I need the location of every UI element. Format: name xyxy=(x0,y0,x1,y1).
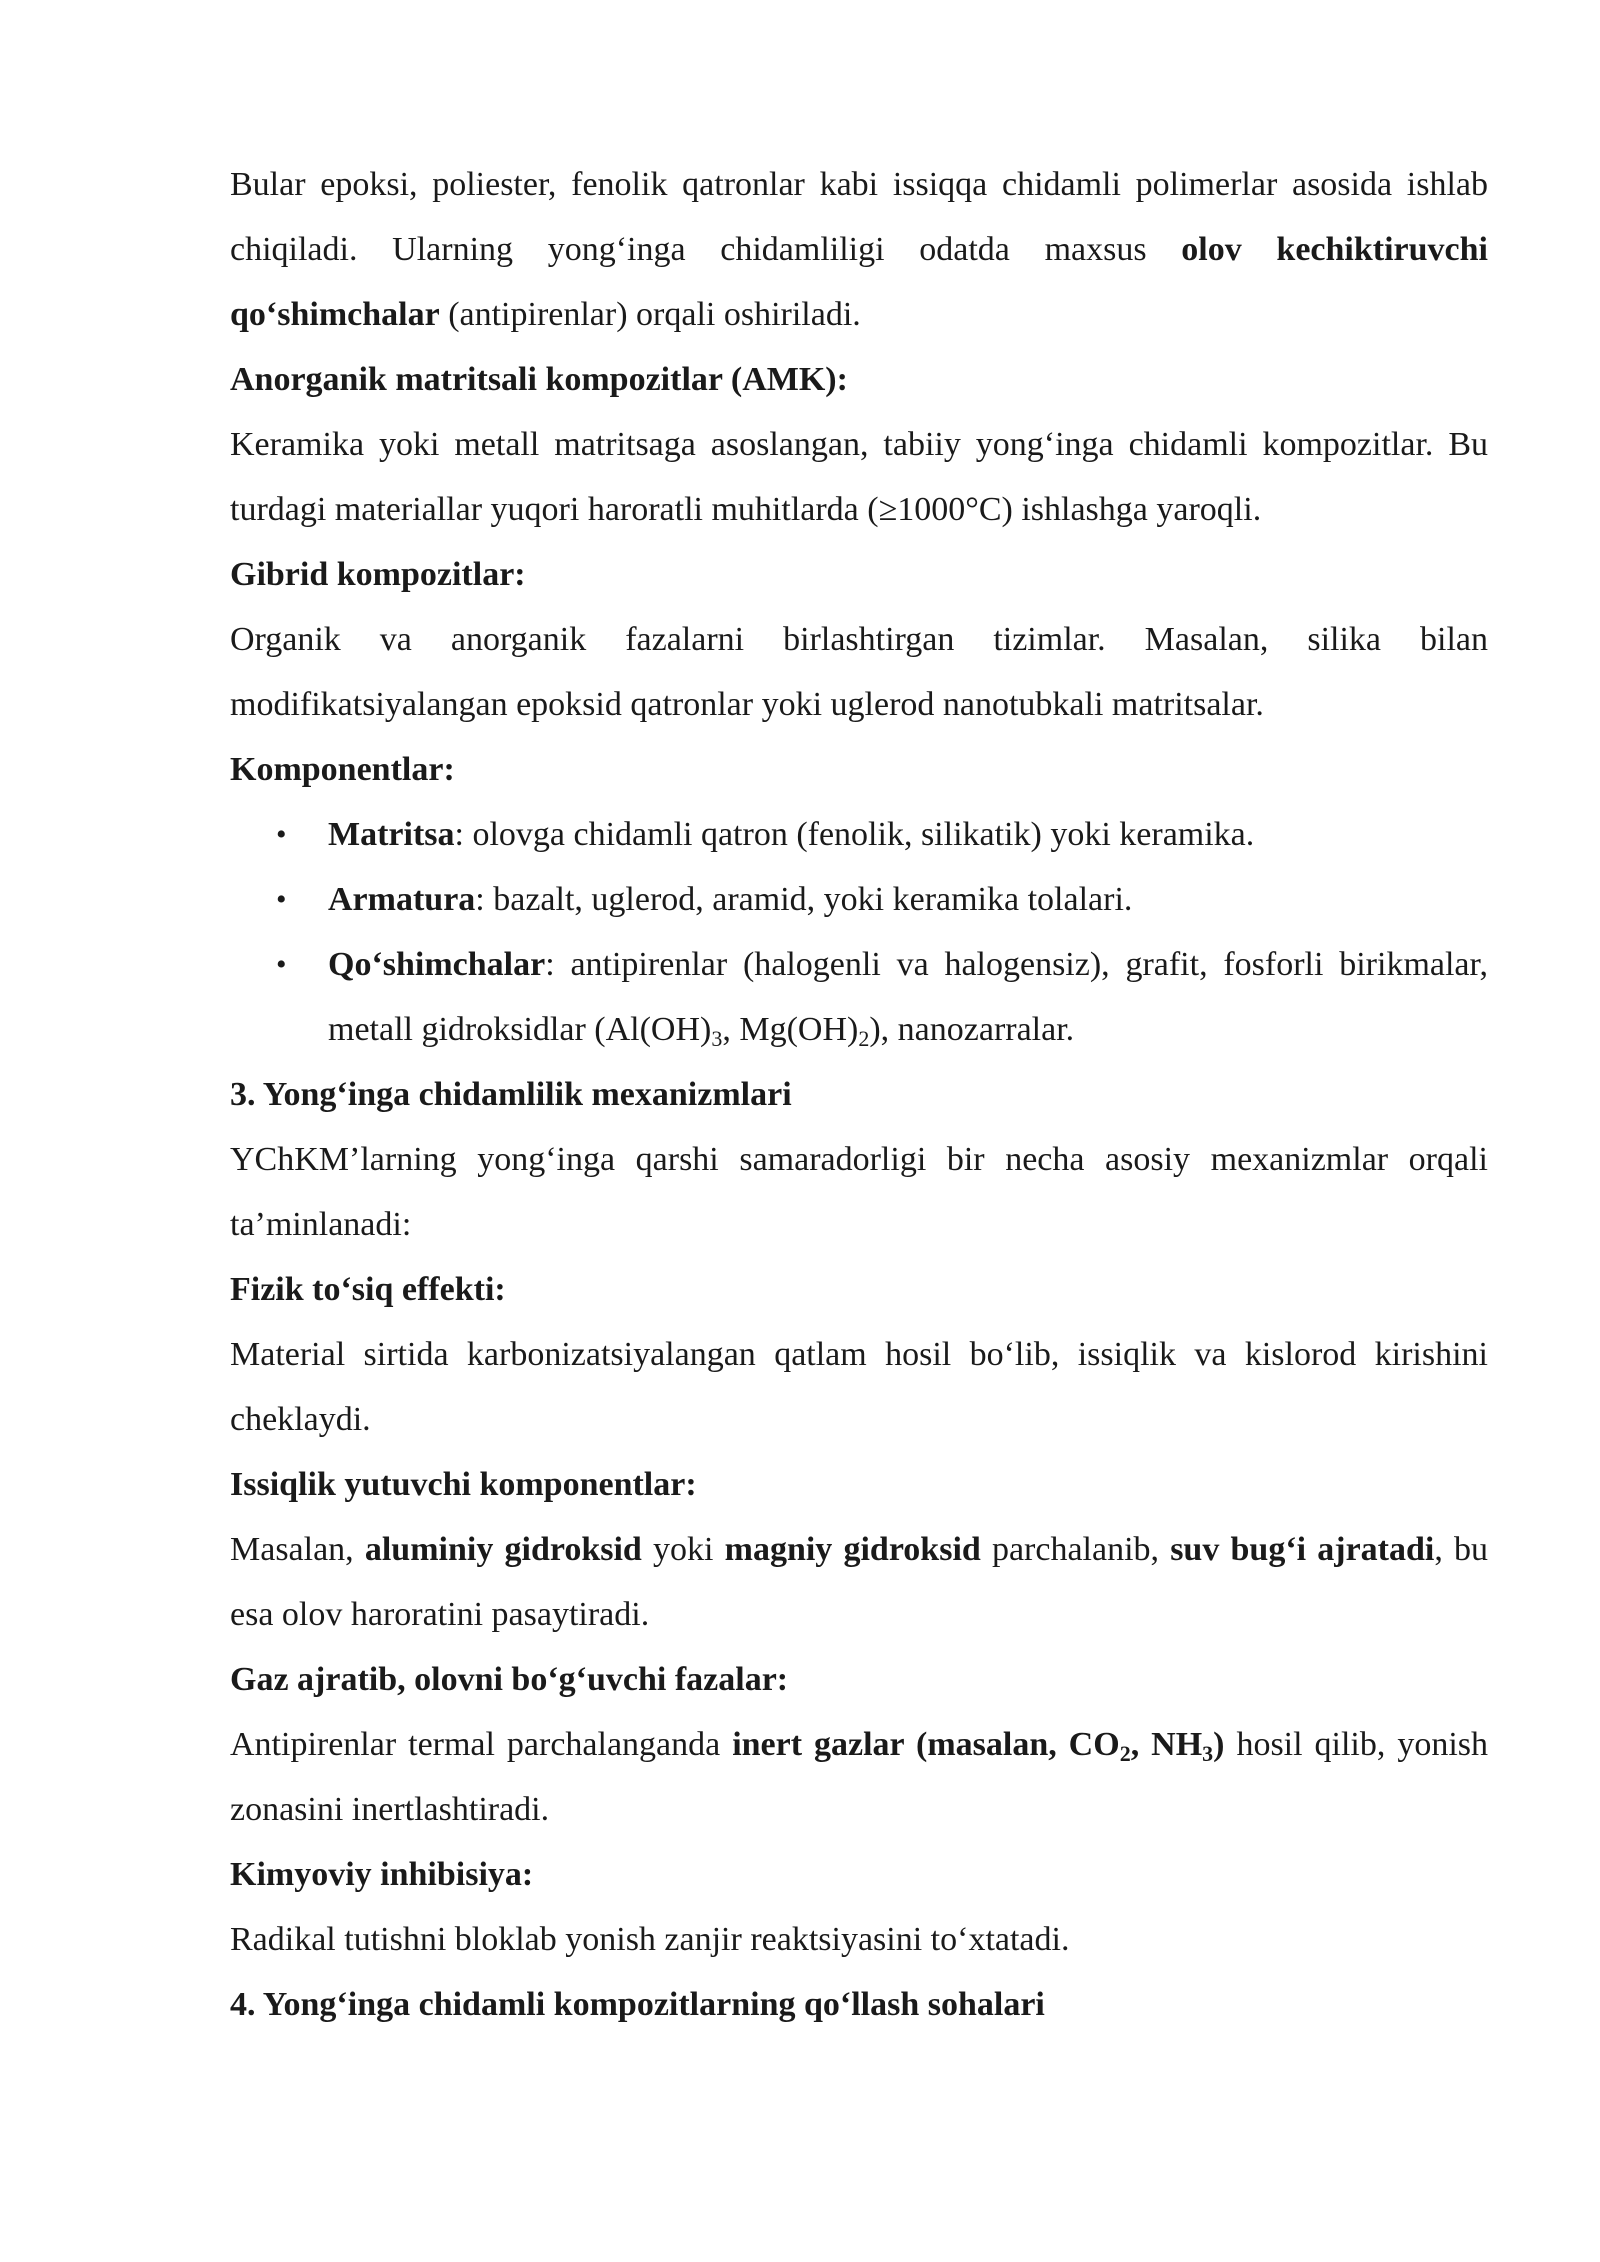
bold-run: , NH xyxy=(1130,1726,1203,1763)
text-run: Bular epoksi, poliester, fenolik qatronlar kabi issiqqa chidamli polimerlar asosida ishlab chiqiladi. Ularning yong‘inga chidamliligi odatda maxsus xyxy=(230,166,1488,268)
list-item xyxy=(230,867,1488,932)
paragraph-issiqlik xyxy=(230,1517,1488,1647)
bold-text: aluminiy gidroksid xyxy=(364,1531,642,1568)
text-run: (antipirenlar) orqali oshiriladi. xyxy=(439,296,861,333)
components-list xyxy=(230,802,1488,1062)
paragraph-gaz xyxy=(230,1712,1488,1842)
bold-text: magniy gidroksid xyxy=(724,1531,981,1568)
text-run: parchalanib, xyxy=(980,1531,1171,1568)
text-run: , bu esa olov haroratini pasaytiradi. xyxy=(230,1531,1489,1633)
paragraph-fizik: Material sirtida karbonizatsiyalangan qatlam hosil bo‘lib, issiqlik va kislorod kirishini cheklaydi. xyxy=(230,1336,1488,1438)
bold-text: Matritsa xyxy=(328,816,455,853)
text-run: Antipirenlar termal parchalanganda xyxy=(230,1726,733,1763)
list-item xyxy=(230,802,1488,867)
list-item xyxy=(230,932,1488,1062)
text-run: yoki xyxy=(641,1531,725,1568)
section-heading-3: 3. Yong‘inga chidamlilik mexanizmlari xyxy=(230,1076,792,1113)
bullet-icon: • xyxy=(276,818,287,851)
subscript: 2 xyxy=(858,1026,870,1051)
bold-text: Qo‘shimchalar xyxy=(328,946,546,983)
document-page xyxy=(230,152,1488,2037)
subscript: 3 xyxy=(711,1026,723,1051)
paragraph-section-3: YChKM’larning yong‘inga qarshi samaradorligi bir necha asosiy mexanizmlar orqali ta’minlanadi: xyxy=(230,1141,1488,1243)
text-run: : bazalt, uglerod, aramid, yoki keramika tolalari. xyxy=(475,881,1133,918)
subscript: 3 xyxy=(1202,1741,1214,1766)
text-run: : antipirenlar (halogenli va halogensiz), grafit, fosforli birikmalar, metall gidroksidlar (Al(OH) xyxy=(328,946,1488,1048)
heading-issiqlik: Issiqlik yutuvchi komponentlar: xyxy=(230,1466,697,1503)
bullet-icon: • xyxy=(276,883,287,916)
bullet-icon: • xyxy=(276,948,287,981)
text-run: ), nanozarralar. xyxy=(869,1011,1075,1048)
bold-text: Armatura xyxy=(328,881,476,918)
bold-run: inert gazlar (masalan, CO xyxy=(732,1726,1120,1763)
heading-komponentlar: Komponentlar: xyxy=(230,751,455,788)
section-heading-4: 4. Yong‘inga chidamli kompozitlarning qo‘llash sohalari xyxy=(230,1986,1045,2023)
bold-text: suv bug‘i ajratadi xyxy=(1170,1531,1435,1568)
heading-gaz: Gaz ajratib, olovni bo‘g‘uvchi fazalar: xyxy=(230,1661,789,1698)
bold-text xyxy=(732,1726,1225,1766)
subscript: 2 xyxy=(1119,1741,1131,1766)
paragraph-kimyoviy: Radikal tutishni bloklab yonish zanjir reaktsiyasini to‘xtatadi. xyxy=(230,1921,1070,1958)
paragraph-amk: Keramika yoki metall matritsaga asoslangan, tabiiy yong‘inga chidamli kompozitlar. Bu turdagi materiallar yuqori haroratli muhitlarda (≥1000°C) ishlashga yaroqli. xyxy=(230,426,1488,528)
bold-run: ) xyxy=(1213,1726,1225,1763)
heading-gibrid: Gibrid kompozitlar: xyxy=(230,556,526,593)
text-run: : olovga chidamli qatron (fenolik, silikatik) yoki keramika. xyxy=(454,816,1255,853)
text-run: , Mg(OH) xyxy=(722,1011,859,1048)
text-run: Masalan, xyxy=(230,1531,365,1568)
bold-text: olov kechiktiruvchi qo‘shimchalar xyxy=(230,231,1488,333)
text-run: hosil qilib, yonish zonasini inertlashtiradi. xyxy=(230,1726,1489,1828)
heading-kimyoviy: Kimyoviy inhibisiya: xyxy=(230,1856,534,1893)
heading-amk: Anorganik matritsali kompozitlar (AMK): xyxy=(230,361,848,398)
paragraph-gibrid: Organik va anorganik fazalarni birlashtirgan tizimlar. Masalan, silika bilan modifikatsiyalangan epoksid qatronlar yoki uglerod nanotubkali matritsalar. xyxy=(230,621,1488,723)
paragraph-intro xyxy=(230,152,1488,347)
heading-fizik: Fizik to‘siq effekti: xyxy=(230,1271,506,1308)
